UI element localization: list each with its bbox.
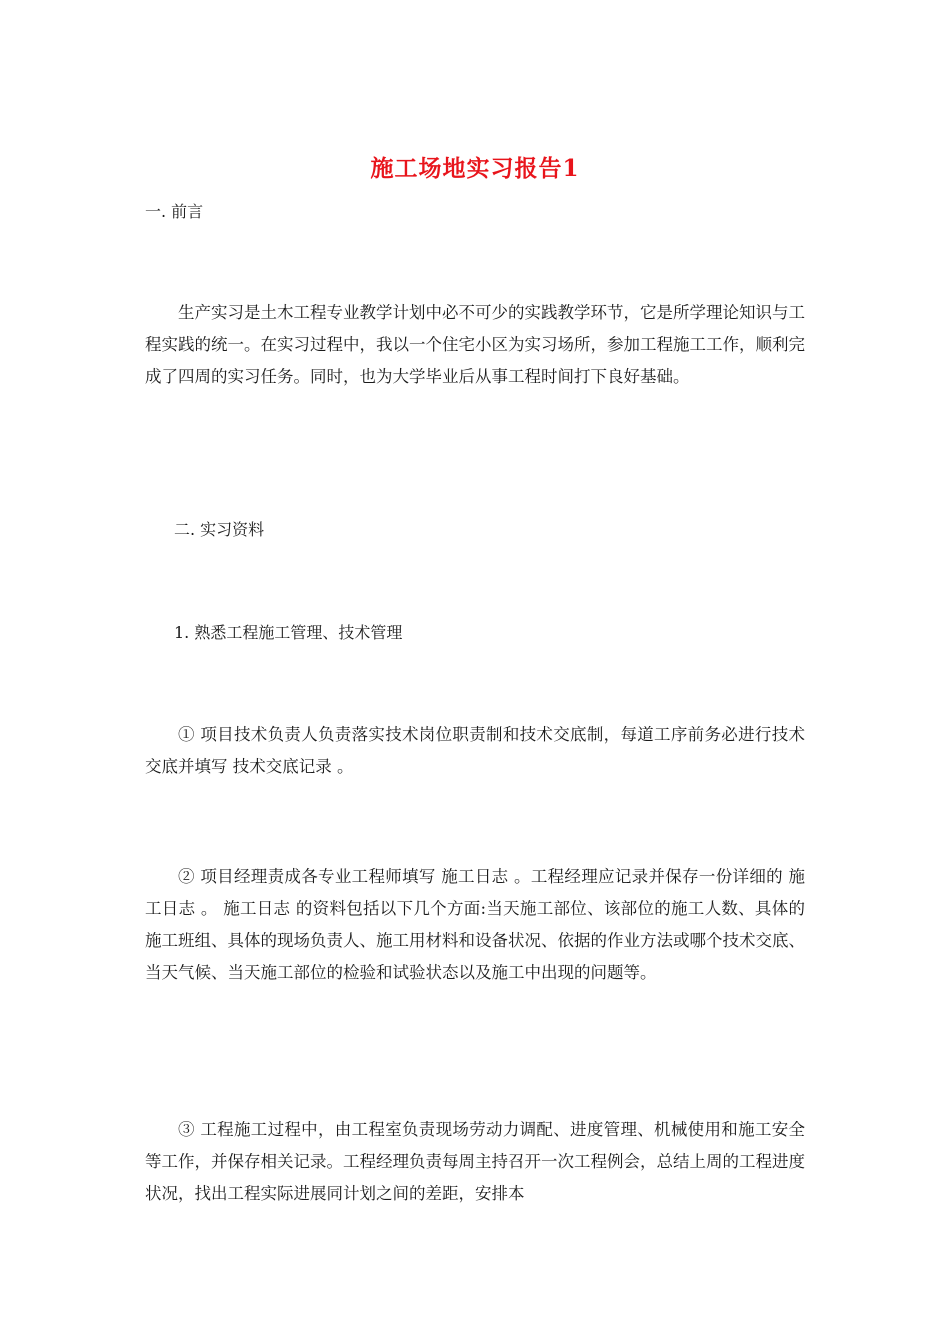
- sub-heading-management: 1. 熟悉工程施工管理、技术管理: [174, 623, 403, 642]
- paragraph-item-2: ② 项目经理责成各专业工程师填写 施工日志 。工程经理应记录并保存一份详细的 施工日志 。 施工日志 的资料包括以下几个方面:当天施工部位、该部位的施工人数、具体的施工班组、具体的现场负责人、施工用材料和设备状况、依据的作业方法或哪个技术交底、当天气候、当天施工部位的检验和试验状态以及施工中出现的问题等。: [145, 867, 805, 982]
- paragraph-item-3: ③ 工程施工过程中，由工程室负责现场劳动力调配、进度管理、机械使用和施工安全等工作，并保存相关记录。工程经理负责每周主持召开一次工程例会，总结上周的工程进度状况，找出工程实际进展同计划之间的差距，安排本: [145, 1120, 805, 1203]
- document-title: 施工场地实习报告1: [370, 155, 580, 182]
- paragraph-item-1: ① 项目技术负责人负责落实技术岗位职责制和技术交底制，每道工序前务必进行技术交底并填写 技术交底记录 。: [145, 725, 805, 776]
- section-heading-content: 二. 实习资料: [174, 520, 265, 539]
- section-heading-preface: 一. 前言: [145, 202, 204, 221]
- paragraph-preface: 生产实习是土木工程专业教学计划中必不可少的实践教学环节，它是所学理论知识与工程实践的统一。在实习过程中，我以一个住宅小区为实习场所，参加工程施工工作，顺利完成了四周的实习任务。同时，也为大学毕业后从事工程时间打下良好基础。: [145, 303, 805, 386]
